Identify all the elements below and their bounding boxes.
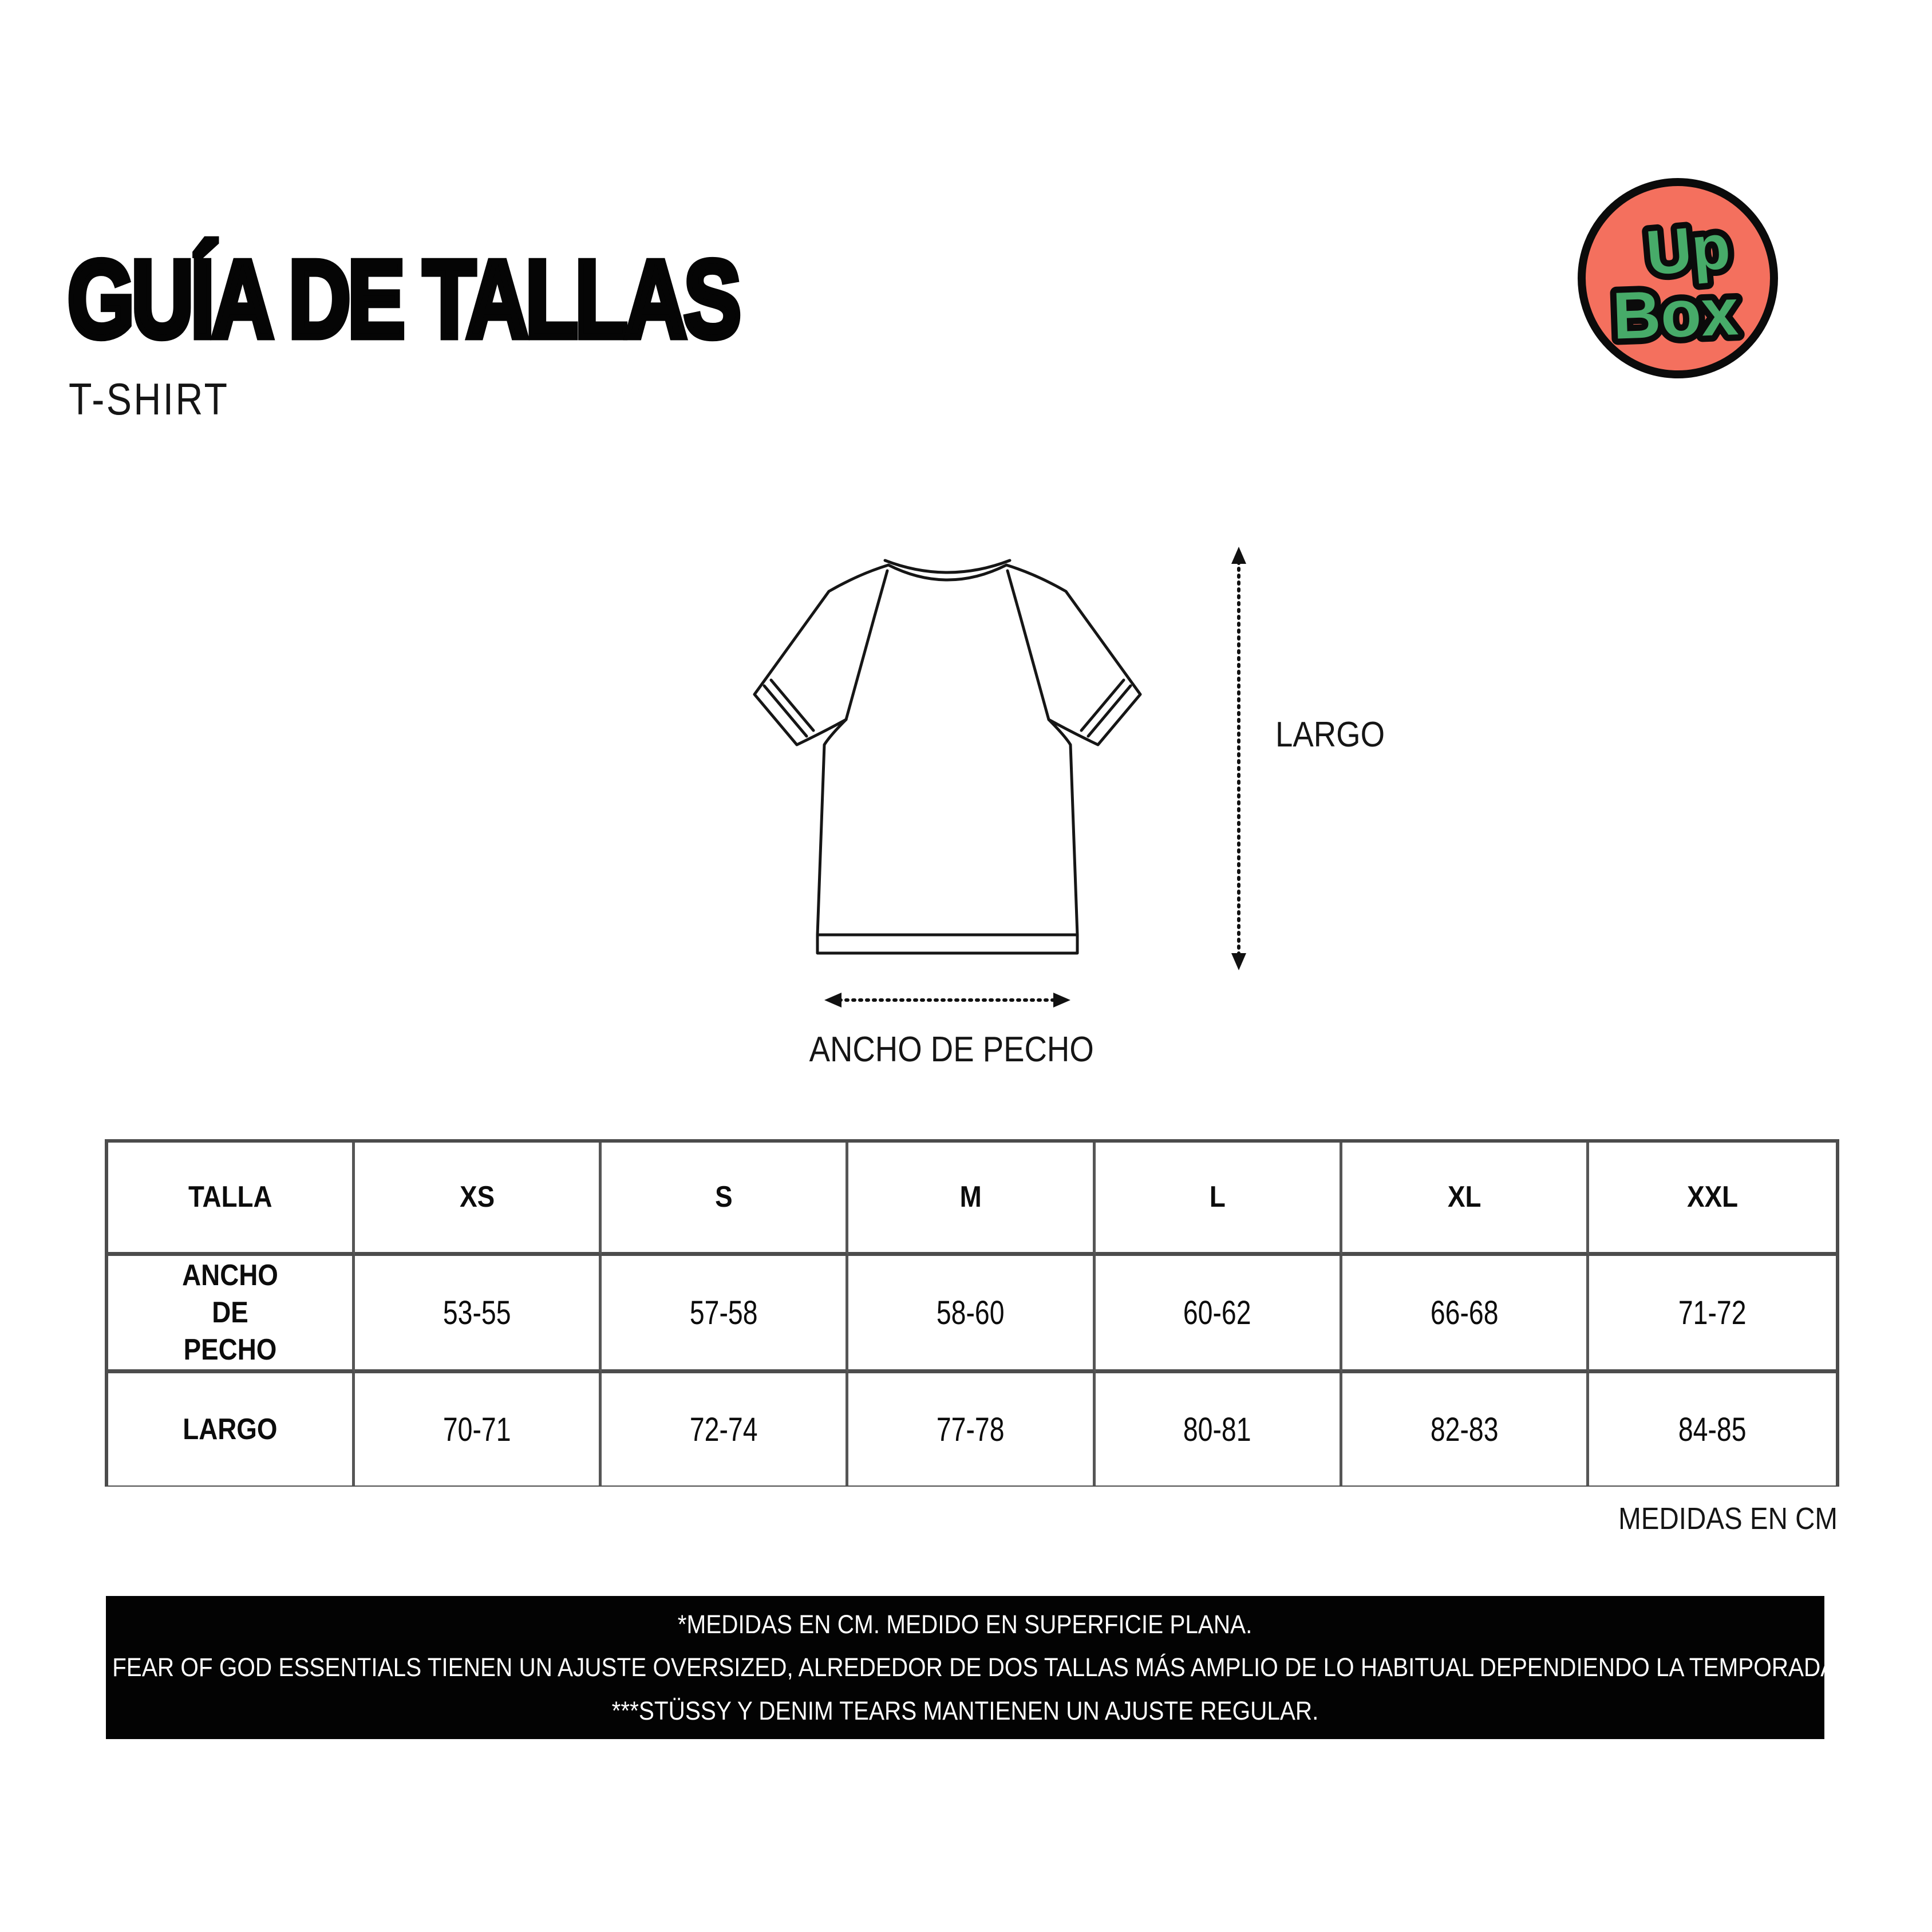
row-label: LARGO — [183, 1412, 278, 1446]
header-label: XL — [1447, 1180, 1481, 1214]
table-header-m — [848, 1143, 1095, 1256]
table-cell — [602, 1256, 848, 1373]
cell-value: 66-68 — [1430, 1294, 1499, 1332]
cell-value: 57-58 — [690, 1294, 758, 1332]
cell-value: 82-83 — [1430, 1411, 1499, 1448]
tshirt-body — [754, 565, 1140, 953]
ancho-label: ANCHO DE PECHO — [809, 1030, 1094, 1069]
header-label: M — [959, 1180, 982, 1214]
cell-value: 58-60 — [937, 1294, 1005, 1332]
header-label: XS — [459, 1180, 495, 1214]
table-header-talla — [108, 1143, 355, 1256]
row-label: ANCHO DE PECHO — [182, 1258, 278, 1366]
table-cell — [1342, 1373, 1589, 1485]
table-header-xxl — [1589, 1143, 1836, 1256]
table-header-s — [602, 1143, 848, 1256]
cell-value: 72-74 — [690, 1411, 758, 1448]
table-cell — [848, 1256, 1095, 1373]
row-label-ancho-de-pecho — [108, 1256, 355, 1373]
tshirt-diagram — [744, 552, 1151, 979]
cell-value: 53-55 — [442, 1294, 511, 1332]
table-cell — [1589, 1256, 1836, 1373]
logo-text-up: Up — [1643, 211, 1733, 289]
footer-bar — [88, 1596, 1843, 1739]
cell-value: 70-71 — [442, 1411, 511, 1448]
ancho-arrow — [824, 990, 1070, 1010]
table-header-l — [1096, 1143, 1342, 1256]
logo-text-box: Box — [1611, 274, 1740, 353]
table-header-xs — [355, 1143, 602, 1256]
footnote-3: ***STÜSSY Y DENIM TEARS MANTIENEN UN AJUSTE REGULAR. — [611, 1696, 1319, 1725]
cell-value: 84-85 — [1678, 1411, 1747, 1448]
cell-value: 77-78 — [937, 1411, 1005, 1448]
units-note: MEDIDAS EN CM — [1618, 1502, 1838, 1536]
header-label: TALLA — [188, 1180, 272, 1214]
cell-value: 80-81 — [1183, 1411, 1251, 1448]
page-subtitle: T-SHIRT — [69, 374, 230, 424]
header-label: S — [715, 1180, 733, 1214]
largo-label: LARGO — [1275, 715, 1385, 754]
table-cell — [1096, 1373, 1342, 1485]
largo-arrow — [1228, 547, 1249, 970]
table-cell — [848, 1373, 1095, 1485]
footnote-1: *MEDIDAS EN CM. MEDIDO EN SUPERFICIE PLANA. — [678, 1609, 1253, 1639]
table-cell — [1342, 1256, 1589, 1373]
table-cell — [1096, 1256, 1342, 1373]
table-cell — [1589, 1373, 1836, 1485]
header-label: XXL — [1686, 1180, 1738, 1214]
table-cell — [355, 1256, 602, 1373]
footnote-2: ** FEAR OF GOD ESSENTIALS TIENEN UN AJUSTE OVERSIZED, ALREDEDOR DE DOS TALLAS MÁS AMPLIO DE LO HABITUAL DEPENDIENDO LA TEMPORADA. — [88, 1653, 1843, 1682]
table-header-xl — [1342, 1143, 1589, 1256]
cell-value: 60-62 — [1183, 1294, 1251, 1332]
brand-logo — [1569, 169, 1787, 387]
table-cell — [602, 1373, 848, 1485]
size-table — [105, 1139, 1839, 1487]
header-label: L — [1209, 1180, 1226, 1214]
page-title: GUÍA DE TALLAS — [68, 237, 738, 361]
table-cell — [355, 1373, 602, 1485]
row-label-largo — [108, 1373, 355, 1485]
cell-value: 71-72 — [1678, 1294, 1747, 1332]
